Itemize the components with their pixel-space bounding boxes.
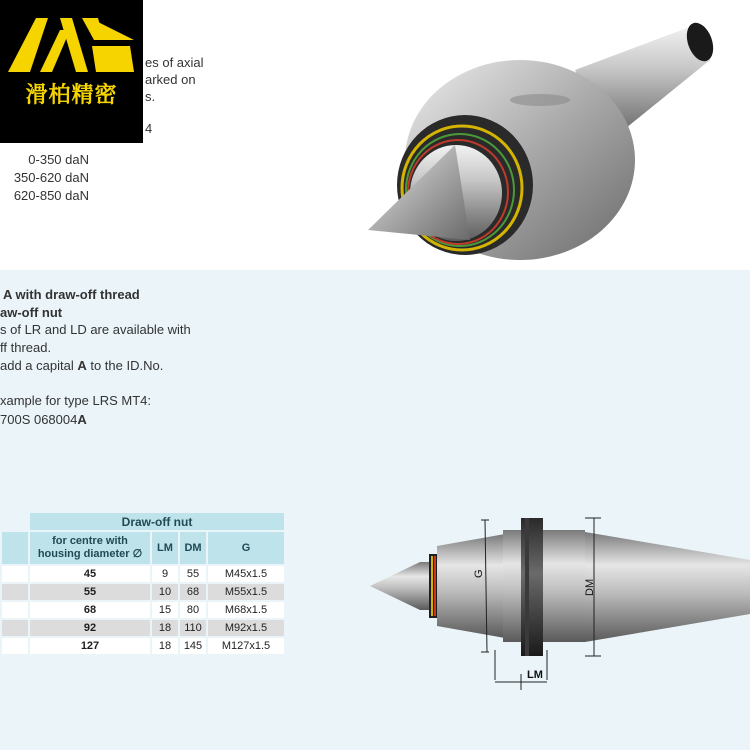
dim-label-lm: LM <box>527 669 543 681</box>
brand-logo <box>0 0 143 143</box>
section-heading-1: A with draw-off thread <box>3 287 140 302</box>
draw-off-nut-table <box>0 511 286 656</box>
body-line-3 <box>0 357 163 374</box>
cell-dm: 110 <box>180 620 206 636</box>
cell-housing: 55 <box>30 584 150 600</box>
cell-housing: 127 <box>30 638 150 654</box>
cell-dm: 55 <box>180 566 206 582</box>
wr-wing-logo-icon <box>0 0 143 80</box>
table-row <box>2 566 284 582</box>
cell-housing: 68 <box>30 602 150 618</box>
cell-dm: 68 <box>180 584 206 600</box>
range-yellow: 0-350 daN <box>28 152 89 167</box>
cell-housing: 92 <box>30 620 150 636</box>
example-line-2-pre: 700S 068004 <box>0 412 78 427</box>
cell-lm: 15 <box>152 602 178 618</box>
example-line-1: xample for type LRS MT4: <box>0 393 151 408</box>
cell-housing: 45 <box>30 566 150 582</box>
cell-dm: 80 <box>180 602 206 618</box>
dim-label-g: G <box>473 569 485 578</box>
body-line-2: ff thread. <box>0 340 52 355</box>
top-text-line2: arked on <box>145 72 196 87</box>
cell-g: M55x1.5 <box>208 584 284 600</box>
col-header-housing: for centre with housing diameter ∅ <box>30 532 150 564</box>
cell-g: M45x1.5 <box>208 566 284 582</box>
col-header-dm: DM <box>180 532 206 564</box>
body-line-3-bold: A <box>77 358 87 373</box>
dim-label-dm: DM <box>584 578 596 596</box>
draw-off-nut-drawing <box>365 510 750 690</box>
example-line-2 <box>0 411 87 428</box>
cell-g: M68x1.5 <box>208 602 284 618</box>
section-heading-2: aw-off nut <box>0 305 63 320</box>
cell-lm: 9 <box>152 566 178 582</box>
cell-lm: 10 <box>152 584 178 600</box>
range-red: 620-850 daN <box>13 188 89 203</box>
live-centre-product-image <box>360 10 730 265</box>
table-row <box>2 584 284 600</box>
table-row <box>2 620 284 636</box>
top-text-line3: s. <box>145 89 156 104</box>
cell-lm: 18 <box>152 638 178 654</box>
cell-lm: 18 <box>152 620 178 636</box>
body-line-3-pre: add a capital <box>0 358 78 373</box>
body-line-1: s of LR and LD are available with <box>0 322 191 337</box>
table-row <box>2 602 284 618</box>
cell-g: M92x1.5 <box>208 620 284 636</box>
example-line-2-bold: A <box>77 412 87 427</box>
table-group-header: Draw-off nut <box>30 513 284 530</box>
col-header-g: G <box>208 532 284 564</box>
col-header-lm: LM <box>152 532 178 564</box>
table-row <box>2 638 284 654</box>
logo-text: 滑柏精密 <box>25 83 118 108</box>
top-text-line4: 4 <box>145 121 153 136</box>
top-text-line1: es of axial <box>145 55 204 70</box>
cell-g: M127x1.5 <box>208 638 284 654</box>
range-green: 350-620 daN <box>13 170 89 185</box>
body-line-3-post: to the ID.No. <box>86 358 164 373</box>
cell-dm: 145 <box>180 638 206 654</box>
